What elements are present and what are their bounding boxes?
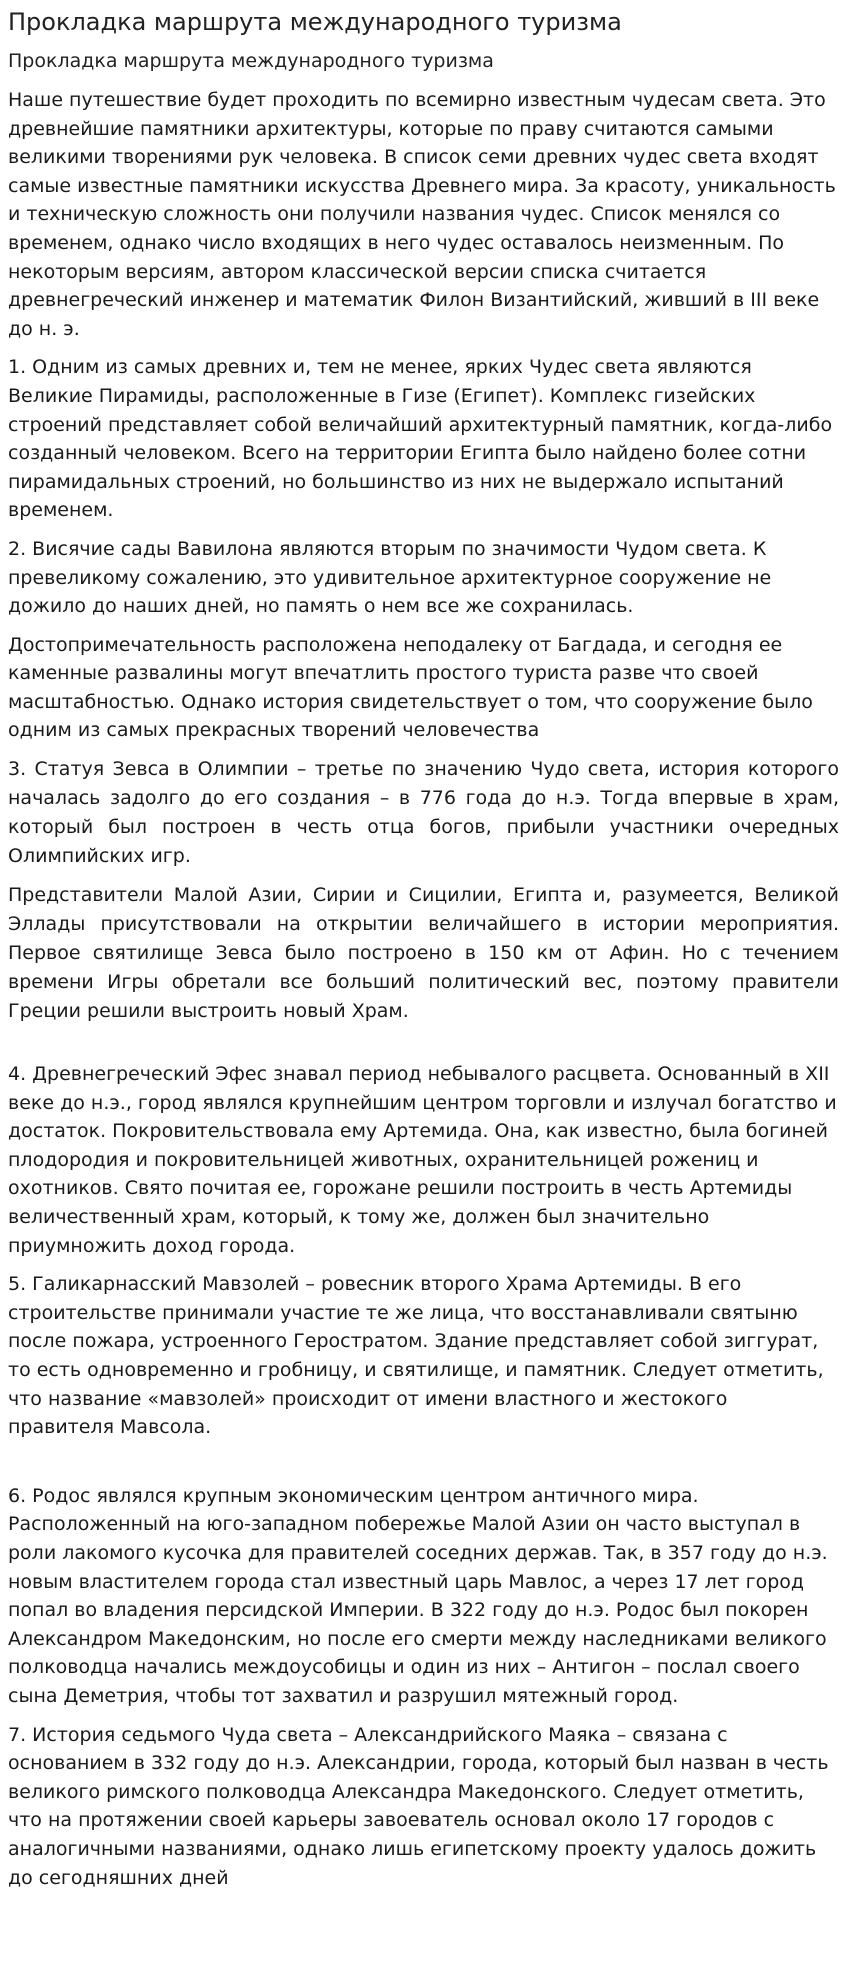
document-subtitle: Прокладка маршрута международного туризма — [8, 50, 494, 72]
paragraph-lighthouse-alexandria: 7. История седьмого Чуда света – Александрийского Маяка – связана с основанием в 332 году до н.э. Александрии, города, который был назван в честь великого римского полководца Александра Македонского. Следует отметить, что на протяжении своей карьеры завоеватель основал около 17 городов с аналогичными названиями, однако лишь египетскому проекту удалось дожить до сегодняшних дней — [8, 1723, 829, 1889]
paragraph-temple-of-artemis: 4. Древнегреческий Эфес знавал период небывалого расцвета. Основанный в XII веке до н.э., город являлся крупнейшим центром торговли и излучал богатство и достаток. Покровительствовала ему Артемида. Она, как известно, была богиней плодородия и покровительницей животных, охранительницей рожениц и охотников. Свято почитая ее, горожане решили построить в честь Артемиды величественный храм, который, к тому же, должен был значительно приумножить доход города. — [8, 1063, 837, 1257]
paragraph-colossus-rhodes: 6. Родос являлся крупным экономическим центром античного мира. Расположенный на юго-западном побережье Малой Азии он часто выступал в роли лакомого кусочка для правителей соседних держав. Так, в 357 году до н.э. новым властителем города стал известный царь Мавлос, а через 17 лет город попал во владения персидской Империи. В 322 году до н.э. Родос был покорен Александром Македонским, но после его смерти между наследниками великого полководца начались междоусобицы и один из них – Антигон – послал своего сына Деметрия, чтобы тот захватил и разрушил мятежный город. — [8, 1484, 828, 1707]
paragraph-hanging-gardens: 2. Висячие сады Вавилона являются вторым по значимости Чудом света. К превеликому сожалению, это удивительное архитектурное сооружение не дожило до наших дней, но память о нем все же сохранилась. — [8, 537, 772, 618]
paragraph-zeus-history: Представители Малой Азии, Сирии и Сицилии, Египта и, разумеется, Великой Эллады присутствовали на открытии величайшего в истории мероприятия. Первое святилище Зевса было построено в 150 км от Афин. Но с течением времени Игры обретали все больший политический вес, поэтому правители Греции решили выстроить новый Храм. — [8, 884, 839, 1023]
paragraph-mausoleum: 5. Галикарнасский Мавзолей – ровесник второго Храма Артемиды. В его строительстве принимали участие те же лица, что восстанавливали святыню после пожара, устроенного Геростратом. Здание представляет собой зиггурат, то есть одновременно и гробницу, и святилище, и памятник. Следует отметить, что название «мавзолей» происходит от имени властного и жестокого правителя Мавсола. — [8, 1273, 824, 1439]
paragraph-gardens-location: Достопримечательность расположена неподалеку от Багдада, и сегодня ее каменные развалины могут впечатлить простого туриста разве что своей масштабностью. Однако история свидетельствует о том, что сооружение было одним из самых прекрасных творений человечества — [8, 633, 813, 742]
document-title: Прокладка маршрута международного туризма — [8, 8, 622, 36]
paragraph-statue-of-zeus: 3. Статуя Зевса в Олимпии – третье по значению Чудо света, история которого началась задолго до его создания – в 776 года до н.э. Тогда впервые в храм, который был построен в честь отца богов, прибыли участники очередных Олимпийских игр. — [8, 758, 839, 868]
paragraph-pyramids: 1. Одним из самых древних и, тем не менее, ярких Чудес света являются Великие Пирамиды, расположенные в Гизе (Египет). Комплекс гизейских строений представляет собой величайший архитектурный памятник, когда-либо созданный человеком. Всего на территории Египта было найдено более сотни пирамидальных строений, но большинство из них не выдержало испытаний временем. — [8, 356, 833, 522]
intro-paragraph: Наше путешествие будет проходить по всемирно известным чудесам света. Это древнейшие памятники архитектуры, которые по праву считаются самыми великими творениями рук человека. В список семи древних чудес света входят самые известные памятники искусства Древнего мира. За красоту, уникальность и техническую сложность они получили названия чудес. Список менялся со временем, однако число входящих в него чудес оставалось неизменным. По некоторым версиям, автором классической версии списка считается древнегреческий инженер и математик Филон Византийский, живший в III веке до н. э. — [8, 89, 836, 340]
